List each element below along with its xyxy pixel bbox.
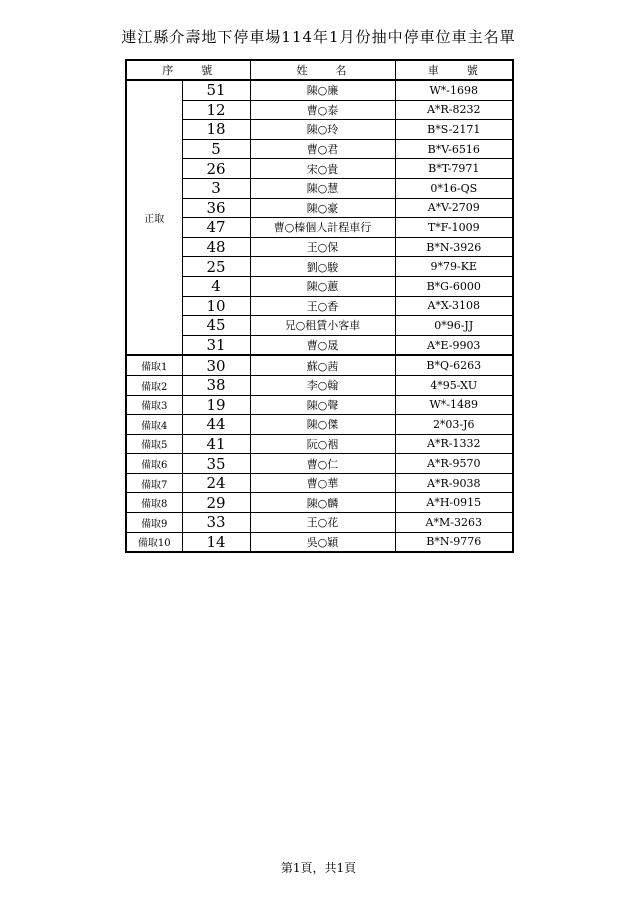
owner-name: 陳○蕙 [250,276,395,296]
table-row [126,159,513,179]
owner-name: 王○花 [250,513,395,533]
lottery-number: 18 [182,120,250,140]
plate-number: B*N-9776 [395,532,513,552]
backup-label: 備取4 [126,415,182,435]
table-row [126,139,513,159]
table-row [126,237,513,257]
plate-number: 9*79-KE [395,257,513,277]
lottery-number: 51 [182,80,250,100]
lottery-number: 25 [182,257,250,277]
table-body [126,80,513,552]
header-plate: 車 號 [395,60,513,80]
plate-number: B*G-6000 [395,276,513,296]
table-row [126,473,513,493]
winners-table [125,59,514,553]
backup-label: 備取5 [126,434,182,454]
plate-number: B*S-2171 [395,120,513,140]
header-name: 姓 名 [250,60,395,80]
backup-label: 備取3 [126,395,182,415]
plate-number: A*V-2709 [395,198,513,218]
table-row [126,355,513,375]
table-row [126,375,513,395]
header-number: 序 號 [126,60,250,80]
table-row [126,120,513,140]
plate-number: B*T-7971 [395,159,513,179]
owner-name: 陳○廉 [250,80,395,100]
owner-name: 宋○貴 [250,159,395,179]
table-row [126,198,513,218]
owner-name: 李○翰 [250,375,395,395]
table-row [126,434,513,454]
lottery-number: 47 [182,218,250,238]
lottery-number: 26 [182,159,250,179]
backup-label: 備取9 [126,513,182,533]
owner-name: 陳○慧 [250,178,395,198]
lottery-number: 3 [182,178,250,198]
backup-label: 備取7 [126,473,182,493]
owner-name: 阮○裀 [250,434,395,454]
owner-name: 陳○麟 [250,493,395,513]
lottery-number: 5 [182,139,250,159]
plate-number: A*H-0915 [395,493,513,513]
owner-name: 吳○穎 [250,532,395,552]
page-footer: 第1頁，共1頁 [280,861,357,875]
plate-number: A*R-1332 [395,434,513,454]
table-row [126,316,513,336]
lottery-number: 29 [182,493,250,513]
table-header-row [126,60,513,80]
table-row [126,335,513,355]
lottery-number: 31 [182,335,250,355]
lottery-number: 30 [182,355,250,375]
table-row [126,257,513,277]
lottery-number: 24 [182,473,250,493]
owner-name: 王○保 [250,237,395,257]
owner-name: 兄○租賃小客車 [250,316,395,336]
document-title: 連江縣介壽地下停車場114年1月份抽中停車位車主名單 [121,28,516,46]
lottery-number: 35 [182,454,250,474]
owner-name: 曹○君 [250,139,395,159]
table-row [126,100,513,120]
table-row [126,276,513,296]
owner-name: 蘇○茜 [250,355,395,375]
table-row [126,415,513,435]
plate-number: 2*03-J6 [395,415,513,435]
lottery-number: 41 [182,434,250,454]
owner-name: 曹○華 [250,473,395,493]
lottery-number: 45 [182,316,250,336]
backup-label: 備取2 [126,375,182,395]
lottery-number: 14 [182,532,250,552]
plate-number: 0*16-QS [395,178,513,198]
plate-number: W*-1698 [395,80,513,100]
owner-name: 王○香 [250,296,395,316]
owner-name: 曹○晟 [250,335,395,355]
plate-number: A*R-8232 [395,100,513,120]
owner-name: 陳○傑 [250,415,395,435]
backup-label: 備取10 [126,532,182,552]
table-row [126,395,513,415]
plate-number: A*R-9038 [395,473,513,493]
lottery-number: 12 [182,100,250,120]
lottery-number: 48 [182,237,250,257]
backup-label: 備取1 [126,355,182,375]
plate-number: B*Q-6263 [395,355,513,375]
plate-number: 4*95-XU [395,375,513,395]
lottery-number: 10 [182,296,250,316]
owner-name: 曹○泰 [250,100,395,120]
owner-name: 劉○駿 [250,257,395,277]
owner-name: 陳○聲 [250,395,395,415]
table-row [126,454,513,474]
plate-number: A*X-3108 [395,296,513,316]
table-row [126,296,513,316]
table-row [126,178,513,198]
lottery-number: 38 [182,375,250,395]
table-row [126,80,513,100]
plate-number: 0*96-JJ [395,316,513,336]
owner-name: 曹○仁 [250,454,395,474]
table-row [126,493,513,513]
plate-number: A*R-9570 [395,454,513,474]
plate-number: B*V-6516 [395,139,513,159]
plate-number: A*E-9903 [395,335,513,355]
lottery-number: 4 [182,276,250,296]
owner-name: 陳○玲 [250,120,395,140]
table-row [126,218,513,238]
plate-number: B*N-3926 [395,237,513,257]
table-row [126,513,513,533]
group-label-main: 正取 [126,80,182,355]
owner-name: 曹○榛個人計程車行 [250,218,395,238]
plate-number: T*F-1009 [395,218,513,238]
table-row [126,532,513,552]
backup-label: 備取6 [126,454,182,474]
lottery-number: 19 [182,395,250,415]
owner-name: 陳○豪 [250,198,395,218]
plate-number: A*M-3263 [395,513,513,533]
plate-number: W*-1489 [395,395,513,415]
lottery-number: 33 [182,513,250,533]
lottery-number: 44 [182,415,250,435]
lottery-number: 36 [182,198,250,218]
backup-label: 備取8 [126,493,182,513]
